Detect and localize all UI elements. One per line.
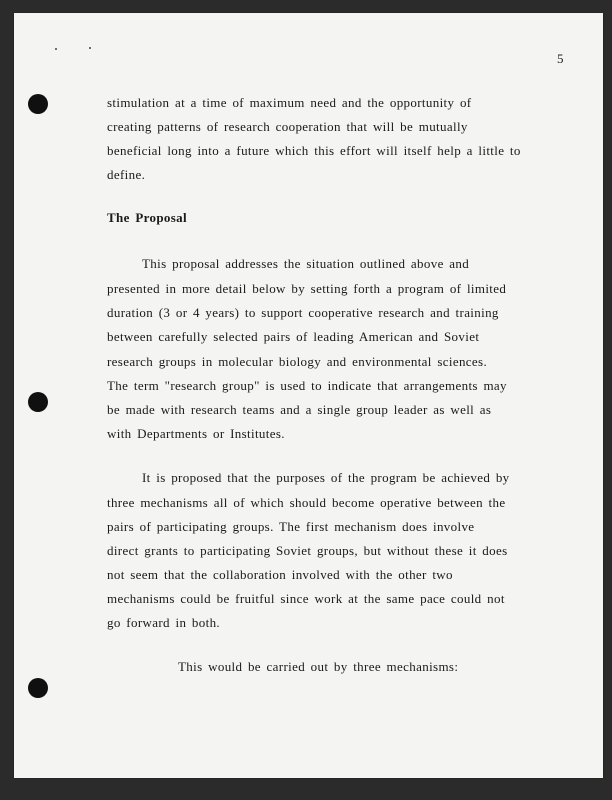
punch-hole-middle: [28, 392, 48, 412]
paragraph-3-line: three mechanisms all of which should become operative between the: [107, 495, 506, 510]
paragraph-2-line: The term "research group" is used to indicate that arrangements may: [107, 378, 507, 393]
paragraph-3-line: mechanisms could be fruitful since work at the same pace could not: [107, 591, 505, 606]
paragraph-2-line: presented in more detail below by setting forth a program of limited: [107, 281, 507, 296]
section-heading: The Proposal: [107, 210, 187, 225]
paragraph-3-line: It is proposed that the purposes of the program be achieved by: [142, 470, 510, 485]
paragraph-3-line: not seem that the collaboration involved with the other two: [107, 567, 453, 582]
paragraph-3-line: go forward in both.: [107, 615, 221, 630]
paragraph-3-line: pairs of participating groups. The first mechanism does involve: [107, 519, 475, 534]
paragraph-1-line: beneficial long into a future which this effort will itself help a little to: [107, 143, 521, 158]
punch-hole-top: [28, 94, 48, 114]
paragraph-2-line: This proposal addresses the situation outlined above and: [142, 256, 470, 271]
paragraph-1-line: define.: [107, 167, 146, 182]
paragraph-2-line: between carefully selected pairs of leading American and Soviet: [107, 329, 480, 344]
paragraph-1-line: stimulation at a time of maximum need and the opportunity of: [107, 95, 472, 110]
punch-hole-bottom: [28, 678, 48, 698]
paragraph-3-line: direct grants to participating Soviet groups, but without these it does: [107, 543, 508, 558]
paragraph-2-line: be made with research teams and a single group leader as well as: [107, 402, 492, 417]
speck: [55, 48, 57, 50]
paragraph-1-line: creating patterns of research cooperation that will be mutually: [107, 119, 468, 134]
page-number: 5: [557, 51, 564, 66]
speck: [89, 47, 91, 49]
paragraph-2-line: research groups in molecular biology and environmental sciences.: [107, 354, 488, 369]
closing-line: This would be carried out by three mechanisms:: [178, 659, 459, 674]
paragraph-2-line: duration (3 or 4 years) to support cooperative research and training: [107, 305, 499, 320]
paragraph-2-line: with Departments or Institutes.: [107, 426, 285, 441]
document-page: [14, 13, 603, 778]
